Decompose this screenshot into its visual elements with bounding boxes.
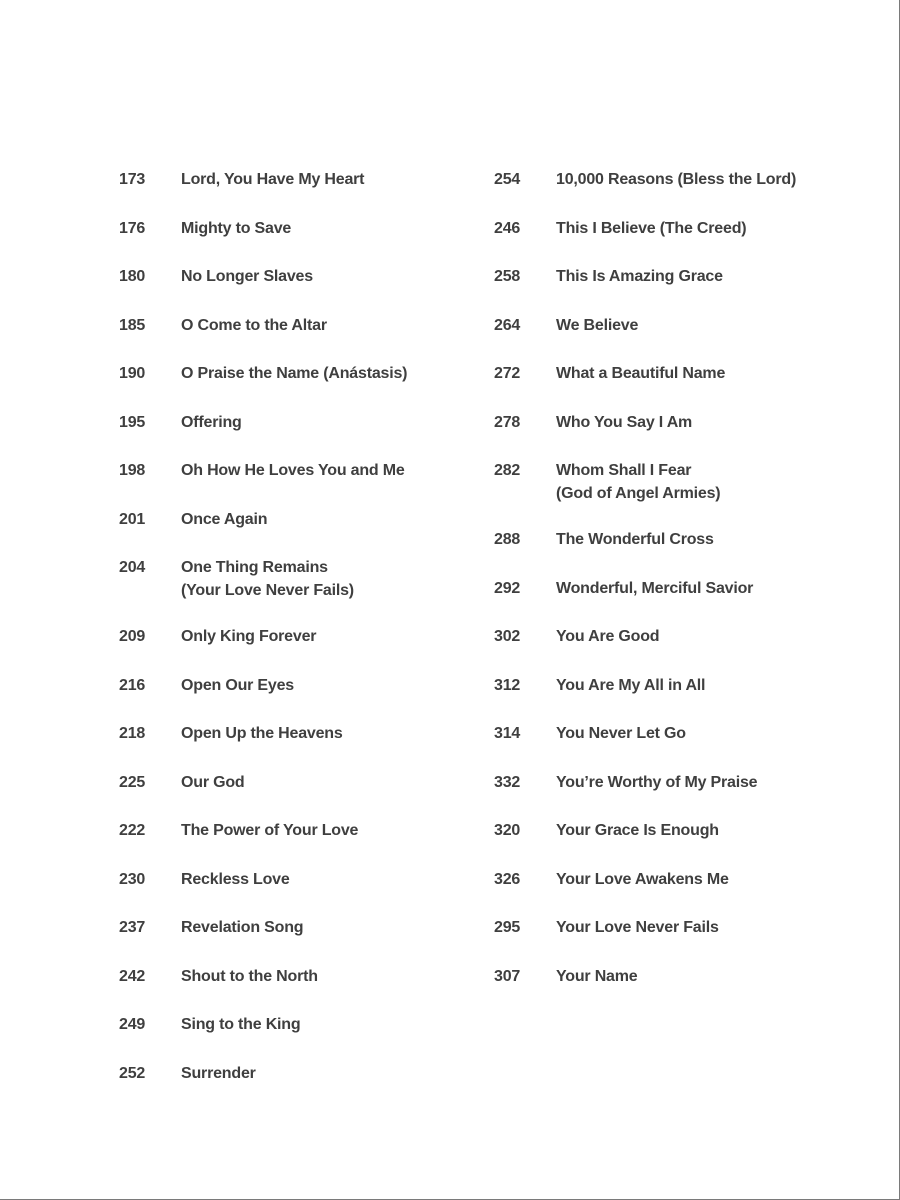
song-title: Offering [181,413,242,431]
song-title: O Come to the Altar [181,316,327,334]
song-entry [494,916,894,939]
page-number: 258 [494,268,521,285]
page-number: 252 [119,1064,146,1082]
song-entry [119,1062,459,1085]
song-title: Only King Forever [181,628,317,645]
song-entry [494,314,894,337]
song-title: Wonderful, Merciful Savior [556,579,754,597]
song-entry [494,819,894,842]
song-entry [119,916,459,939]
song-title: 10,000 Reasons (Bless the Lord) [556,171,797,188]
song-entry [119,459,459,482]
song-entry [494,459,894,505]
song-title: This Is Amazing Grace [556,268,723,285]
page-number: 264 [494,316,521,334]
song-entry [119,556,459,602]
song-entry [119,411,459,434]
song-title: Mighty to Save [181,219,292,237]
page-number: 246 [494,219,521,237]
song-title: Open Up the Heavens [181,725,343,742]
song-title: You Are Good [556,628,660,645]
page-number: 198 [119,462,146,479]
song-entry [494,722,894,745]
song-title: Reckless Love [181,870,290,888]
left-column [119,168,459,1110]
song-entry [494,528,894,551]
song-entry [119,868,459,891]
song-title: Our God [181,773,245,791]
song-entry [119,625,459,648]
song-title: Shout to the North [181,967,318,985]
page-number: 249 [119,1016,146,1033]
page-number: 218 [119,725,146,742]
song-title: Open Our Eyes [181,676,294,694]
song-entry [494,217,894,240]
right-column [494,168,894,1013]
page-number: 307 [494,967,521,985]
song-title: Your Love Awakens Me [556,870,729,888]
page-number: 230 [119,870,146,888]
song-entry [494,674,894,697]
page-number: 180 [119,268,146,285]
song-title: This I Believe (The Creed) [556,219,747,237]
song-title: What a Beautiful Name [556,365,726,382]
song-title: Your Love Never Fails [556,919,719,936]
song-entry [119,168,459,191]
song-entry [494,362,894,385]
song-entry [119,965,459,988]
song-entry [119,265,459,288]
song-title: No Longer Slaves [181,268,313,285]
page-number: 302 [494,628,521,645]
page-number: 254 [494,171,521,188]
page-number: 173 [119,171,146,188]
page-number: 176 [119,219,146,237]
page-number: 204 [119,559,146,576]
song-title: Oh How He Loves You and Me [181,462,405,479]
song-entry [119,314,459,337]
page-number: 320 [494,822,521,839]
song-title: Your Name [556,967,638,985]
page-number: 216 [119,676,146,694]
song-title: O Praise the Name (Anástasis) [181,365,408,382]
page-number: 314 [494,725,521,742]
page-number: 242 [119,967,146,985]
page-number: 209 [119,628,146,645]
song-entry [119,722,459,745]
song-entry [119,508,459,531]
song-title: Sing to the King [181,1016,301,1033]
song-title: Surrender [181,1064,256,1082]
page-number: 332 [494,773,521,791]
song-entry [494,168,894,191]
song-entry [119,362,459,385]
page-number: 282 [494,462,521,479]
song-title: You Never Let Go [556,725,686,742]
page-number: 292 [494,579,521,597]
song-title: One Thing Remains (Your Love Never Fails) [181,559,354,599]
song-title: We Believe [556,316,639,334]
song-entry [494,577,894,600]
song-entry [119,819,459,842]
song-title: The Power of Your Love [181,822,359,839]
song-title: Once Again [181,510,268,528]
page-number: 278 [494,413,521,431]
page-number: 237 [119,919,146,936]
song-entry [494,265,894,288]
song-title: Lord, You Have My Heart [181,171,365,188]
page-number: 201 [119,510,146,528]
song-entry [494,868,894,891]
page-number: 190 [119,365,146,382]
page-number: 222 [119,822,146,839]
song-entry [119,771,459,794]
page-number: 312 [494,676,521,694]
page-number: 288 [494,531,521,548]
page-number: 326 [494,870,521,888]
page-number: 225 [119,773,146,791]
song-title: Whom Shall I Fear (God of Angel Armies) [556,462,721,502]
page-number: 295 [494,919,521,936]
song-entry [119,674,459,697]
song-entry [494,965,894,988]
song-entry [119,217,459,240]
song-title: Who You Say I Am [556,413,693,431]
page-number: 185 [119,316,146,334]
song-entry [494,411,894,434]
song-title: The Wonderful Cross [556,531,714,548]
page-number: 272 [494,365,521,382]
song-title: Your Grace Is Enough [556,822,719,839]
page-number: 195 [119,413,146,431]
song-entry [494,771,894,794]
song-title: You Are My All in All [556,676,706,694]
song-entry [119,1013,459,1036]
song-title: Revelation Song [181,919,304,936]
song-entry [494,625,894,648]
song-title: You’re Worthy of My Praise [556,773,758,791]
